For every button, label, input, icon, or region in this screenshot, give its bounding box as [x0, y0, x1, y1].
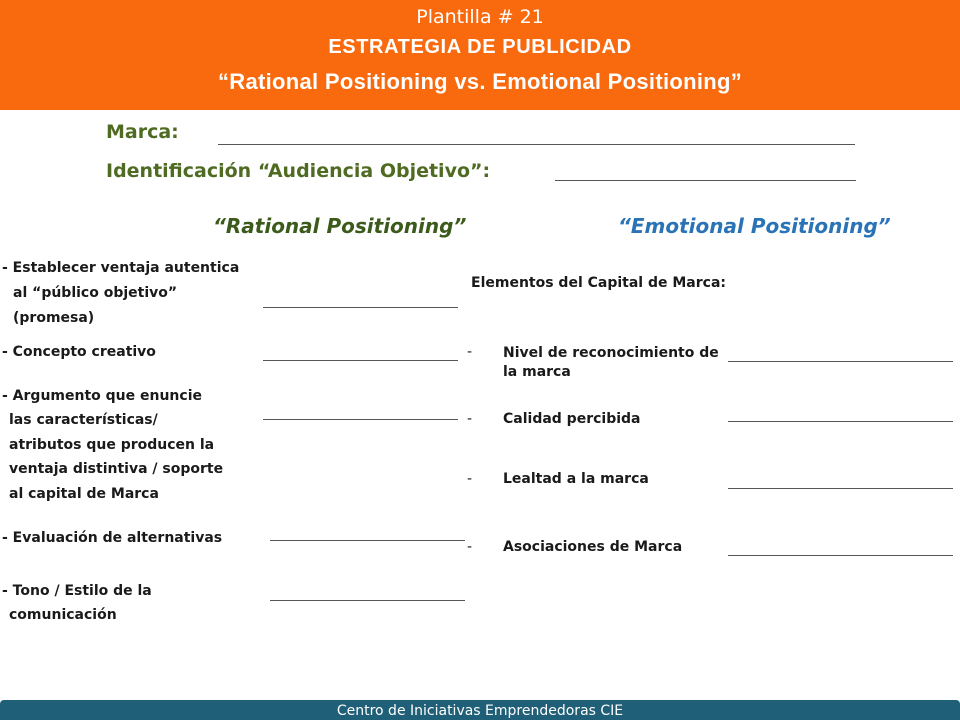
lealtad-label: Lealtad a la marca — [503, 471, 649, 487]
asociaciones-input-line[interactable] — [728, 555, 953, 556]
reconocimiento-line-2: la marca — [503, 364, 571, 380]
argumento-line-2: las características/ — [9, 412, 158, 428]
dash-asociaciones: - — [467, 539, 473, 555]
tono-input-line[interactable] — [270, 600, 465, 601]
audiencia-input-line[interactable] — [555, 180, 856, 181]
ventaja-input-line[interactable] — [263, 307, 458, 308]
evaluacion-input-line[interactable] — [270, 540, 465, 541]
argumento-input-line[interactable] — [263, 419, 458, 420]
rational-positioning-title: “Rational Positioning” — [213, 214, 467, 238]
evaluacion-label: - Evaluación de alternativas — [2, 530, 223, 546]
tono-line-2: comunicación — [9, 607, 117, 623]
calidad-input-line[interactable] — [728, 421, 953, 422]
header-banner — [0, 0, 960, 110]
lealtad-input-line[interactable] — [728, 488, 953, 489]
reconocimiento-input-line[interactable] — [728, 361, 953, 362]
dash-lealtad: - — [467, 471, 473, 487]
marca-label: Marca: — [106, 121, 179, 143]
footer-bar — [0, 700, 960, 720]
tono-line-1: - Tono / Estilo de la — [2, 583, 152, 599]
ventaja-line-1: - Establecer ventaja autentica — [2, 260, 240, 276]
argumento-line-3: atributos que producen la — [9, 437, 215, 453]
argumento-line-4: ventaja distintiva / soporte — [9, 461, 224, 477]
ventaja-line-3: (promesa) — [13, 310, 95, 326]
reconocimiento-line-1: Nivel de reconocimiento de — [503, 345, 719, 361]
capital-marca-heading: Elementos del Capital de Marca: — [471, 275, 726, 291]
dash-calidad: - — [467, 411, 473, 427]
marca-input-line[interactable] — [218, 144, 855, 145]
positioning-subtitle: “Rational Positioning vs. Emotional Positioning” — [217, 69, 743, 94]
concepto-label: - Concepto creativo — [2, 344, 156, 360]
audiencia-label: Identificación “Audiencia Objetivo”: — [106, 160, 491, 182]
strategy-title: ESTRATEGIA DE PUBLICIDAD — [328, 36, 632, 58]
concepto-input-line[interactable] — [263, 360, 458, 361]
dash-reconocimiento: - — [467, 344, 473, 360]
ventaja-line-2: al “público objetivo” — [13, 285, 178, 301]
asociaciones-label: Asociaciones de Marca — [503, 539, 683, 555]
template-number: Plantilla # 21 — [416, 6, 544, 28]
calidad-label: Calidad percibida — [503, 411, 641, 427]
argumento-line-5: al capital de Marca — [9, 486, 159, 502]
argumento-line-1: - Argumento que enuncie — [2, 388, 202, 404]
emotional-positioning-title: “Emotional Positioning” — [618, 214, 891, 238]
footer-text: Centro de Iniciativas Emprendedoras CIE — [336, 703, 624, 719]
